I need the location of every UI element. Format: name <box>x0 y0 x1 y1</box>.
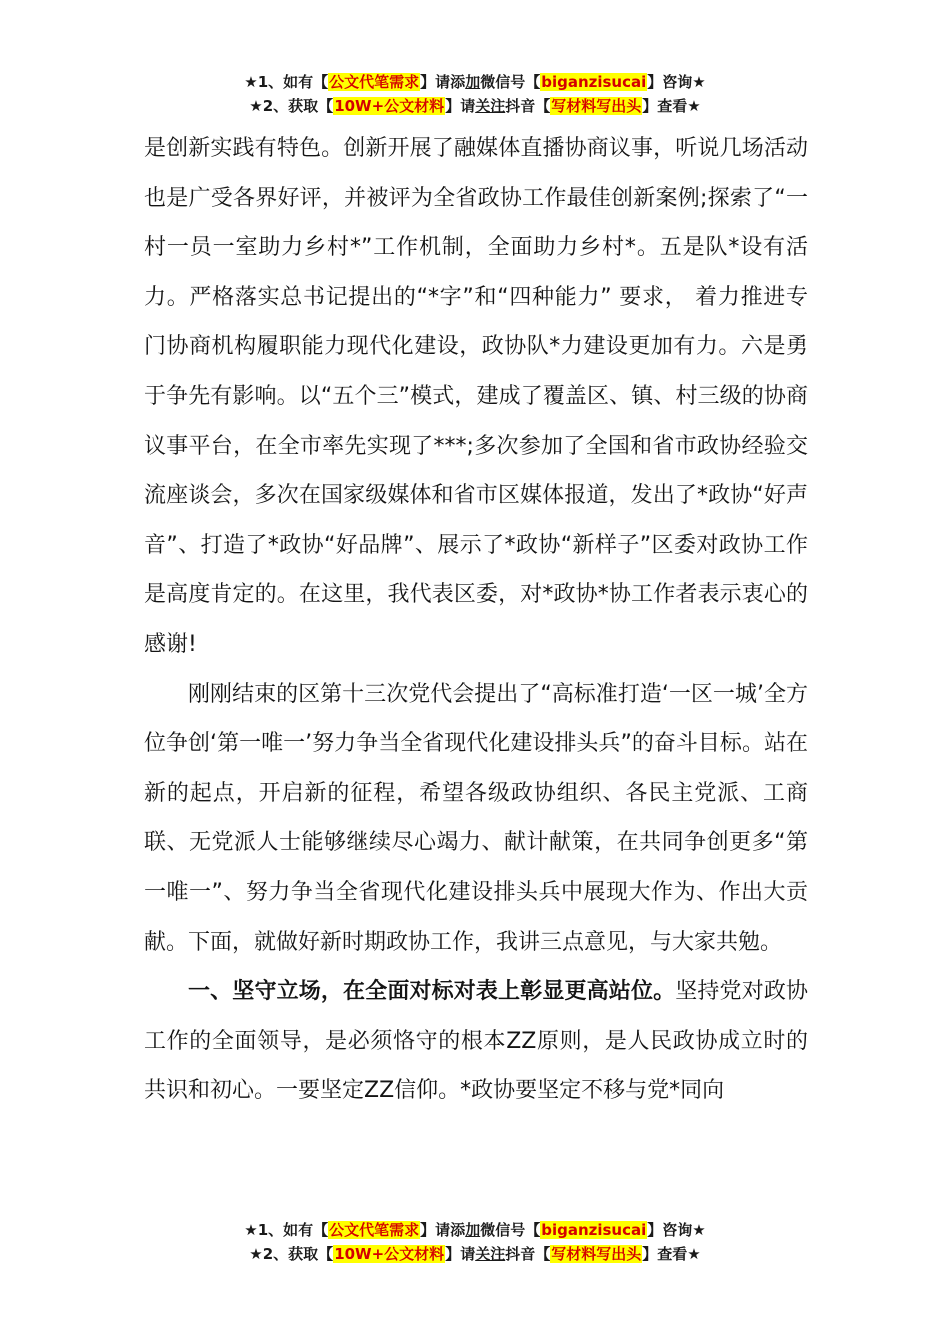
paragraph-3 <box>144 967 808 1116</box>
document-body <box>144 124 808 1116</box>
promo-line-1: ★1、如有【公文代笔需求】请添加微信号【biganzisucai】咨询★ <box>244 73 706 91</box>
promo-highlight-wechat: biganzisucai <box>541 1221 647 1239</box>
promo-line-1: ★1、如有【公文代笔需求】请添加微信号【biganzisucai】咨询★ <box>244 1221 706 1239</box>
header-promo-banner <box>0 70 950 118</box>
promo-highlight-service: 公文代笔需求 <box>329 73 420 91</box>
promo-line-2: ★2、获取【10W+公文材料】请关注抖音【写材料写出头】查看★ <box>249 1245 701 1263</box>
promo-highlight-service: 公文代笔需求 <box>329 1221 420 1239</box>
paragraph-2: 刚刚结束的区第十三次党代会提出了“高标准打造‘一区一城’全方位争创‘第一唯一’努力争当全省现代化建设排头兵”的奋斗目标。站在新的起点，开启新的征程，希望各级政协组织、各民主党派、工商联、无党派人士能够继续尽心竭力、献计献策，在共同争创更多“第一唯一”、努力争当全省现代化建设排头兵中展现大作为、作出大贡献。下面，就做好新时期政协工作，我讲三点意见，与大家共勉。 <box>144 681 808 955</box>
paragraph-1: 是创新实践有特色。创新开展了融媒体直播协商议事，听说几场活动也是广受各界好评，并被评为全省政协工作最佳创新案例;探索了“一村一员一室助力乡村*”工作机制，全面助力乡村*。五是队*设有活力。严格落实总书记提出的“*字”和“四种能力” 要求， 着力推进专门协商机构履职能力现代化建设，政协队*力建设更加有力。六是勇于争先有影响。以“五个三”模式，建成了覆盖区、镇、村三级的协商议事平台，在全市率先实现了***;多次参加了全国和省市政协经验交流座谈会，多次在国家级媒体和省市区媒体报道，发出了*政协“好声音”、打造了*政协“好品牌”、展示了*政协“新样子”区委对政协工作是高度肯定的。在这里，我代表区委，对*政协*协工作者表示衷心的感谢! <box>144 136 808 657</box>
section-heading: 一、坚守立场，在全面对标对表上彰显更高站位。 <box>188 979 676 1005</box>
footer-promo-banner <box>0 1218 950 1266</box>
promo-highlight-wechat: biganzisucai <box>541 73 647 91</box>
section-body: 坚持党对政协工作的全面领导，是必须恪守的根本ZZ原则，是人民政协成立时的共识和初心。一要坚定ZZ信仰。*政协要坚定不移与党*同向 <box>144 979 808 1104</box>
promo-line-2: ★2、获取【10W+公文材料】请关注抖音【写材料写出头】查看★ <box>249 97 701 115</box>
promo-highlight-douyin: 写材料写出头 <box>551 1245 642 1263</box>
promo-highlight-douyin: 写材料写出头 <box>551 97 642 115</box>
promo-highlight-materials: 10W+公文材料 <box>334 97 445 115</box>
promo-highlight-materials: 10W+公文材料 <box>334 1245 445 1263</box>
